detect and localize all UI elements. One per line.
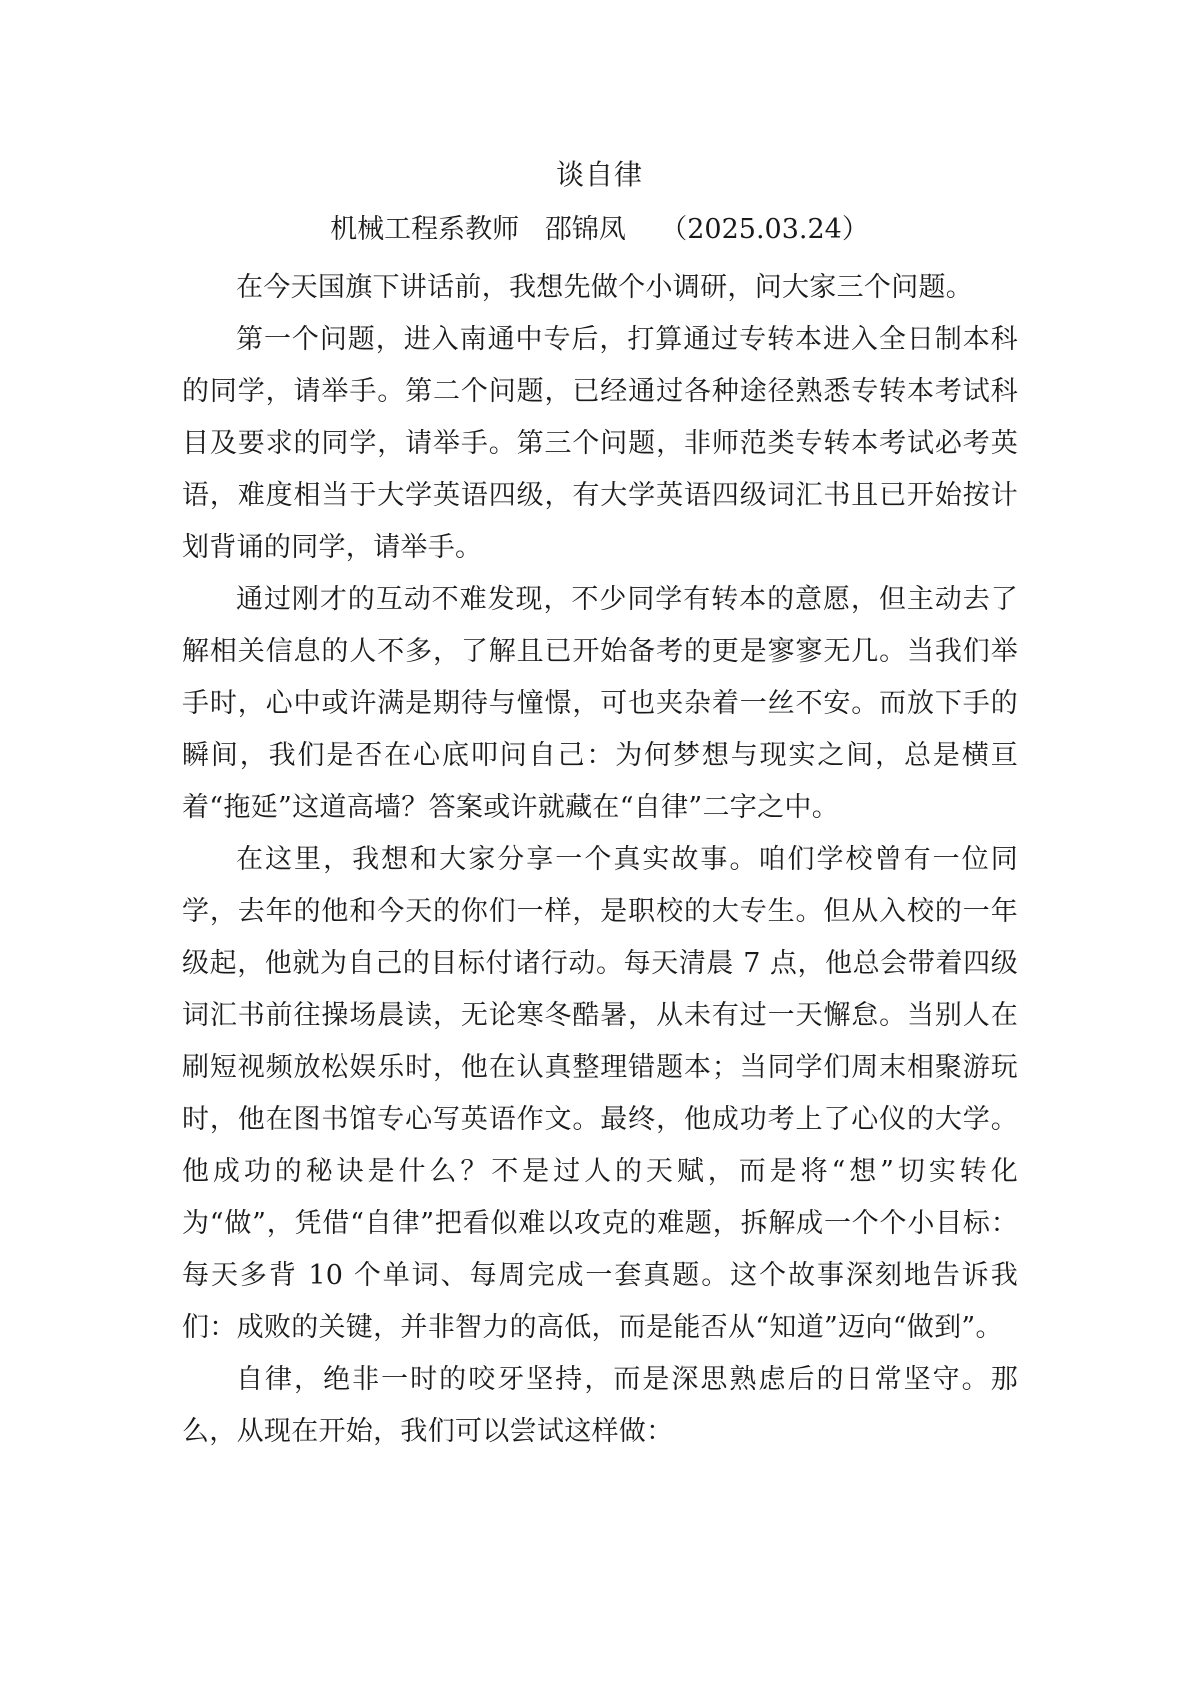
paragraph-reflection: 通过刚才的互动不难发现，不少同学有转本的意愿，但主动去了解相关信息的人不多，了解且已开始备考的更是寥寥无几。当我们举手时，心中或许满是期待与憧憬，可也夹杂着一丝不安。而放下手的瞬间，我们是否在心底叩问自己：为何梦想与现实之间，总是横亘着“拖延”这道高墙？答案或许就藏在“自律”二字之中。 [182,584,1018,823]
document-body [182,262,1018,1458]
paragraph-conclusion: 自律，绝非一时的咬牙坚持，而是深思熟虑后的日常坚守。那么，从现在开始，我们可以尝试这样做： [182,1364,1018,1447]
paragraph-story: 在这里，我想和大家分享一个真实故事。咱们学校曾有一位同学，去年的他和今天的你们一样，是职校的大专生。但从入校的一年级起，他就为自己的目标付诸行动。每天清晨 7 点，他总会带着四级词汇书前往操场晨读，无论寒冬酷暑，从未有过一天懈怠。当别人在刷短视频放松娱乐时，他在认真整理错题本；当同学们周末相聚游玩时，他在图书馆专心写英语作文。最终，他成功考上了心仪的大学。他成功的秘诀是什么？不是过人的天赋，而是将“想”切实转化为“做”，凭借“自律”把看似难以攻克的难题，拆解成一个个小目标：每天多背 10 个单词、每周完成一套真题。这个故事深刻地告诉我们：成败的关键，并非智力的高低，而是能否从“知道”迈向“做到”。 [182,844,1018,1343]
document-byline: 机械工程系教师 邵锦凤 （2025.03.24） [330,214,869,245]
paragraph-questions: 第一个问题，进入南通中专后，打算通过专转本进入全日制本科的同学，请举手。第二个问题，已经通过各种途径熟悉专转本考试科目及要求的同学，请举手。第三个问题，非师范类专转本考试必考英语，难度相当于大学英语四级，有大学英语四级词汇书且已开始按计划背诵的同学，请举手。 [182,324,1018,563]
paragraph-intro: 在今天国旗下讲话前，我想先做个小调研，问大家三个问题。 [236,272,974,303]
document-title: 谈自律 [555,158,643,191]
